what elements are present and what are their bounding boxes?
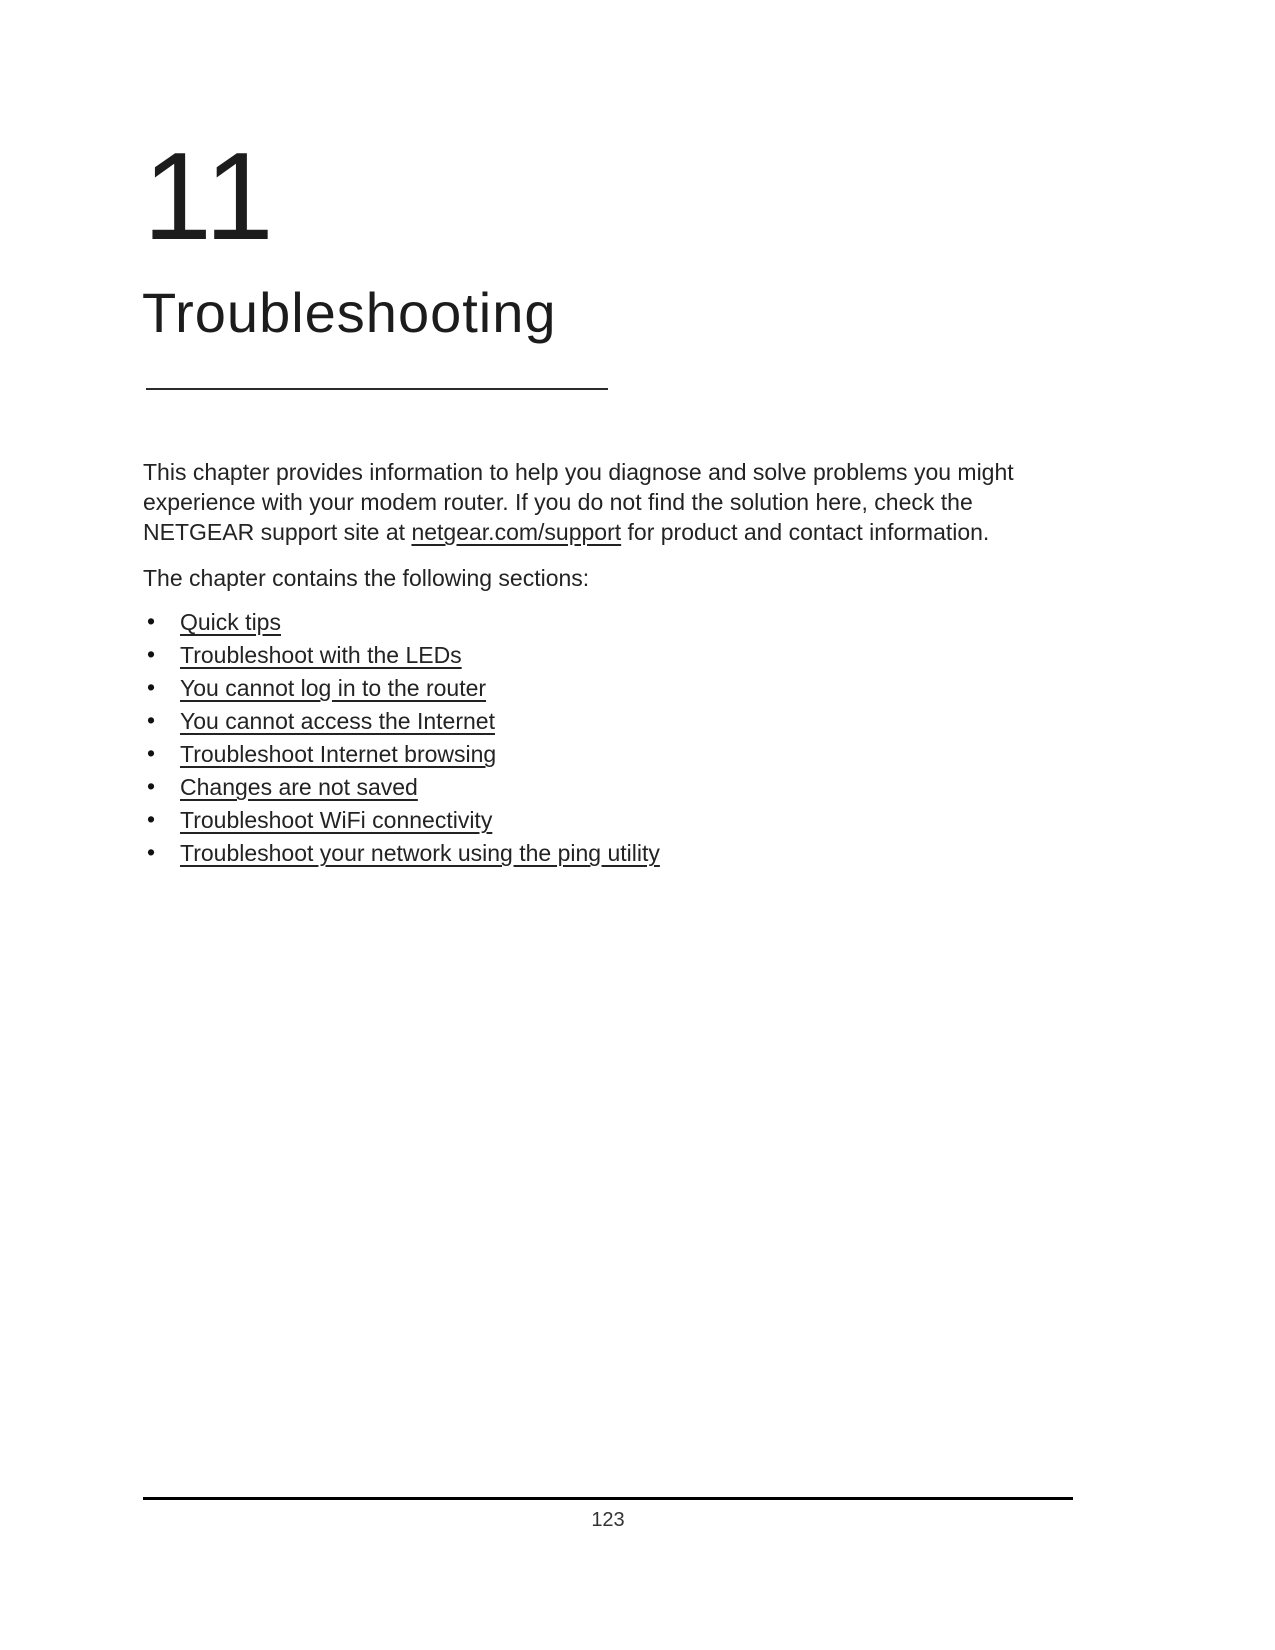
intro-text-before-link: This chapter provides information to help you diagnose and solve problems you might experience with your modem router. If you do not find the solution here, check the NETGEAR support site at: [143, 459, 1014, 545]
section-link-quick-tips[interactable]: Quick tips: [180, 609, 281, 635]
bullet-icon: •: [147, 608, 156, 634]
intro-paragraph: [143, 457, 1080, 547]
list-item: [143, 738, 1080, 771]
section-link-troubleshoot-leds[interactable]: Troubleshoot with the LEDs: [180, 642, 462, 668]
footer-rule: [143, 1497, 1073, 1500]
list-item: [143, 639, 1080, 672]
list-item: [143, 837, 1080, 870]
netgear-support-link[interactable]: netgear.com/support: [411, 519, 622, 545]
list-item: [143, 606, 1080, 639]
bullet-icon: •: [147, 773, 156, 799]
chapter-number: 11: [143, 128, 276, 266]
bullet-icon: •: [147, 740, 156, 766]
list-item: [143, 771, 1080, 804]
title-underline-rule: [146, 388, 608, 390]
page-number: 123: [591, 1509, 625, 1531]
list-item: [143, 705, 1080, 738]
bullet-icon: •: [147, 674, 156, 700]
bullet-icon: •: [147, 641, 156, 667]
section-link-cannot-log-in[interactable]: You cannot log in to the router: [180, 675, 487, 701]
list-item: [143, 672, 1080, 705]
section-link-wifi-connectivity[interactable]: Troubleshoot WiFi connectivity: [180, 807, 493, 833]
bullet-icon: •: [147, 806, 156, 832]
list-item: [143, 804, 1080, 837]
chapter-title: Troubleshooting: [142, 281, 557, 344]
intro-text-after-link: for product and contact information.: [621, 519, 990, 545]
sections-intro-text: The chapter contains the following sections:: [143, 565, 590, 591]
section-link-changes-not-saved[interactable]: Changes are not saved: [180, 774, 418, 800]
section-link-cannot-access-internet[interactable]: You cannot access the Internet: [180, 708, 495, 734]
section-link-internet-browsing[interactable]: Troubleshoot Internet browsing: [180, 741, 497, 767]
bullet-icon: •: [147, 707, 156, 733]
section-link-ping-utility[interactable]: Troubleshoot your network using the ping utility: [180, 840, 660, 866]
bullet-icon: •: [147, 839, 156, 865]
section-links-list: [143, 606, 1080, 870]
